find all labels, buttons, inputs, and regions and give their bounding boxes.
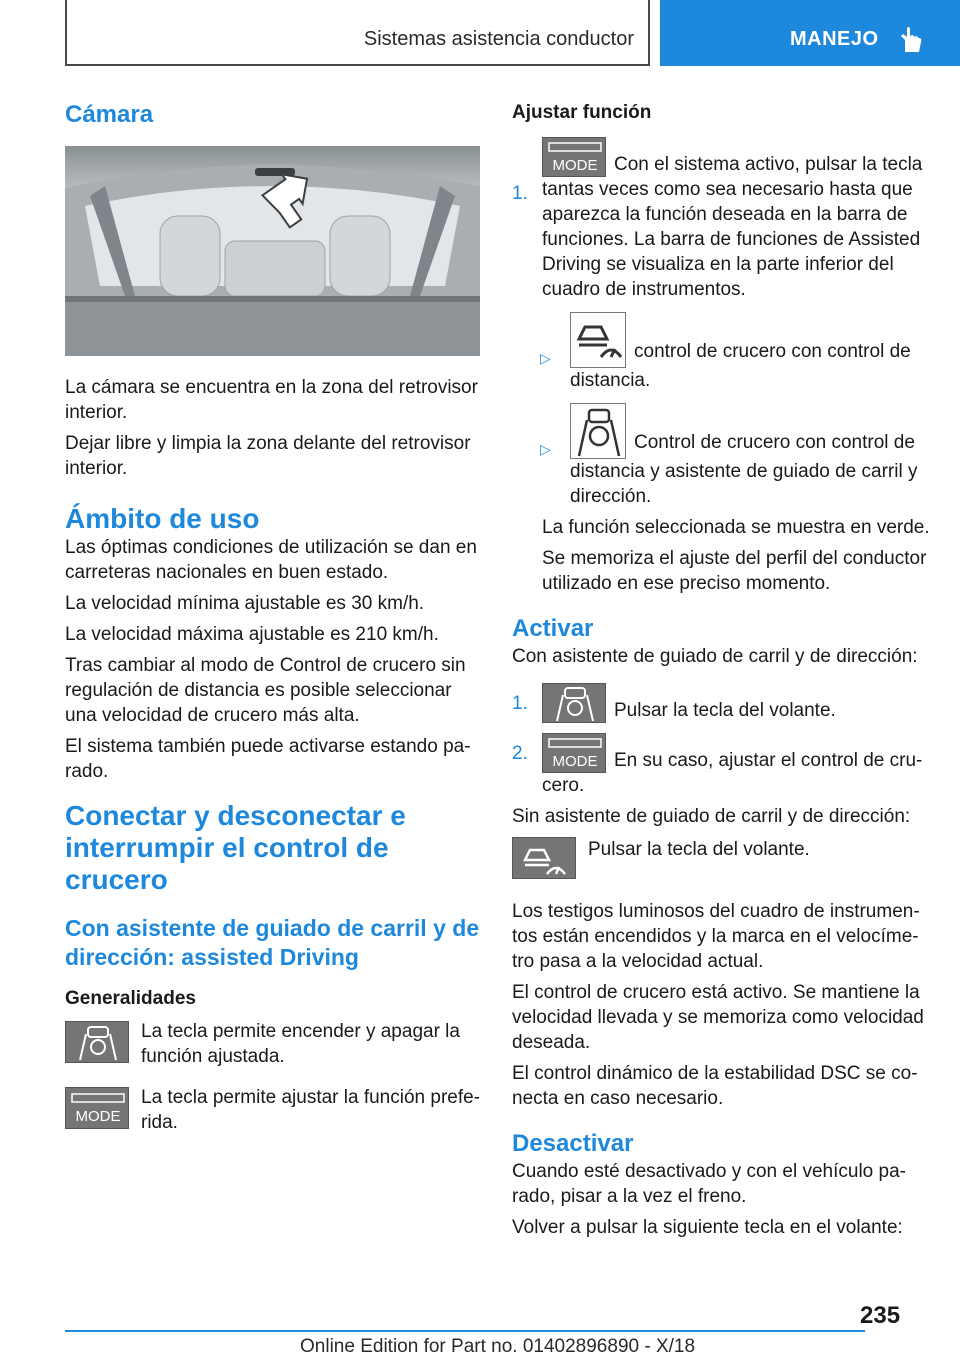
ajustar-heading: Ajustar función xyxy=(512,102,652,123)
ambito-paragraph-5: El sistema también puede activarse estando pa‐rado. xyxy=(65,736,471,782)
desactivar-paragraph-1: Cuando esté desactivado y con el vehículo pa‐rado, pisar a la vez el freno. xyxy=(512,1161,906,1207)
activar-step-2-number: 2. xyxy=(512,743,528,764)
activar-heading: Activar xyxy=(512,615,594,642)
generalidades-heading: Generalidades xyxy=(65,988,196,1009)
generalidades-item-1 xyxy=(65,1019,480,1069)
page-number: 235 xyxy=(860,1302,901,1329)
generalidades-item-2 xyxy=(65,1085,480,1135)
activar-sin-step xyxy=(512,837,932,879)
activar-sin-intro: Sin asistente de guiado de carril y de dirección: xyxy=(512,806,911,827)
mode-button-label: MODE xyxy=(75,1108,121,1125)
triangle-bullet-icon: ▷ xyxy=(540,441,551,457)
camara-paragraph-2: Dejar libre y limpia la zona delante del retrovisor interior. xyxy=(65,433,471,479)
steering-hand-icon xyxy=(895,24,925,54)
mode-button-label: MODE xyxy=(552,157,598,174)
desactivar-heading: Desactivar xyxy=(512,1130,634,1157)
camara-heading: Cámara xyxy=(65,101,154,128)
left-column xyxy=(65,100,480,1151)
footer-edition: Online Edition for Part no. 01402896890 - X/18 xyxy=(300,1336,696,1357)
mode-button-icon xyxy=(542,733,606,773)
generalidades-item-1-text: La tecla permite encender y apagar la función ajustada. xyxy=(141,1021,460,1067)
ambito-paragraph-4: Tras cambiar al modo de Control de crucero sin regulación de distancia es posible seleccionar una velocidad de crucero más alta. xyxy=(65,655,466,726)
mode-button-label: MODE xyxy=(552,753,598,770)
activar-step-2-text: En su caso, ajustar el control de cru‐cero. xyxy=(542,750,923,796)
ajustar-sub-option-1 xyxy=(512,312,932,393)
lane-assist-icon xyxy=(570,403,626,459)
conectar-heading: Conectar y desconectar e interrumpir el control de crucero xyxy=(65,800,406,895)
ajustar-sub-option-2 xyxy=(512,403,932,509)
activar-step-1 xyxy=(512,683,932,723)
page-header xyxy=(0,0,960,66)
ambito-paragraph-2: La velocidad mínima ajustable es 30 km/h. xyxy=(65,593,425,614)
header-section-title: Sistemas asistencia conductor xyxy=(363,28,634,50)
footer-divider xyxy=(65,1330,865,1332)
ajustar-step-1 xyxy=(512,137,932,302)
ajustar-step-1-text: Con el sistema activo, pulsar la tecla tantas veces como sea necesario hasta que aparezca la función deseada en la barra de funciones. La barra de funciones de Assisted Driving se visualiza en la parte inferior del cuadro de instrumentos. xyxy=(542,154,923,300)
activar-step-2 xyxy=(512,733,932,798)
activar-paragraph-3: El control dinámico de la estabilidad DSC se co‐necta en caso necesario. xyxy=(512,1063,918,1109)
ambito-heading: Ámbito de uso xyxy=(65,503,260,534)
ajustar-sub-option-2-text: Control de crucero con control de distancia y asistente de guiado de carril y dirección. xyxy=(570,432,918,507)
ajustar-step-1-number: 1. xyxy=(512,183,528,204)
ambito-paragraph-1: Las óptimas condiciones de utilización se dan en carreteras nacionales en buen estado. xyxy=(65,537,477,583)
ambito-paragraph-3: La velocidad máxima ajustable es 210 km/h. xyxy=(65,624,439,645)
lane-assist-button-icon xyxy=(65,1021,129,1063)
activar-paragraph-1: Los testigos luminosos del cuadro de instrumen‐tos están encendidos y la marca en el velocíme‐tro pasa a la velocidad actual. xyxy=(512,901,920,972)
activar-intro: Con asistente de guiado de carril y de dirección: xyxy=(512,646,918,667)
asistente-heading: Con asistente de guiado de carril y de dirección: assisted Driving xyxy=(65,915,480,970)
cruise-distance-icon xyxy=(570,312,626,368)
ajustar-sub-option-1-text: control de crucero con control de distancia. xyxy=(570,341,911,391)
activar-step-1-number: 1. xyxy=(512,693,528,714)
header-chapter-tab xyxy=(660,0,960,66)
triangle-bullet-icon: ▷ xyxy=(540,350,551,366)
activar-paragraph-2: El control de crucero está activo. Se mantiene la velocidad llevada y se memoriza como velocidad deseada. xyxy=(512,982,924,1053)
ajustar-after-1: La función seleccionada se muestra en verde. xyxy=(542,517,930,538)
generalidades-item-2-text: La tecla permite ajustar la función prefe‐rida. xyxy=(141,1087,481,1133)
cruise-distance-button-icon xyxy=(512,837,576,879)
activar-sin-step-text: Pulsar la tecla del volante. xyxy=(588,839,810,860)
camara-paragraph-1: La cámara se encuentra en la zona del retrovisor interior. xyxy=(65,377,478,423)
mode-button-icon xyxy=(542,137,606,177)
ajustar-after-2: Se memoriza el ajuste del perfil del conductor utilizado en ese preciso momento. xyxy=(542,548,927,594)
camera-location-photo xyxy=(65,146,480,356)
mode-button-icon xyxy=(65,1087,129,1129)
header-section-box xyxy=(65,0,650,66)
activar-step-1-text: Pulsar la tecla del volante. xyxy=(614,700,836,721)
lane-assist-button-icon xyxy=(542,683,606,723)
desactivar-paragraph-2: Volver a pulsar la siguiente tecla en el volante: xyxy=(512,1217,903,1238)
header-chapter-label: MANEJO xyxy=(790,28,879,50)
right-column xyxy=(512,100,932,1246)
